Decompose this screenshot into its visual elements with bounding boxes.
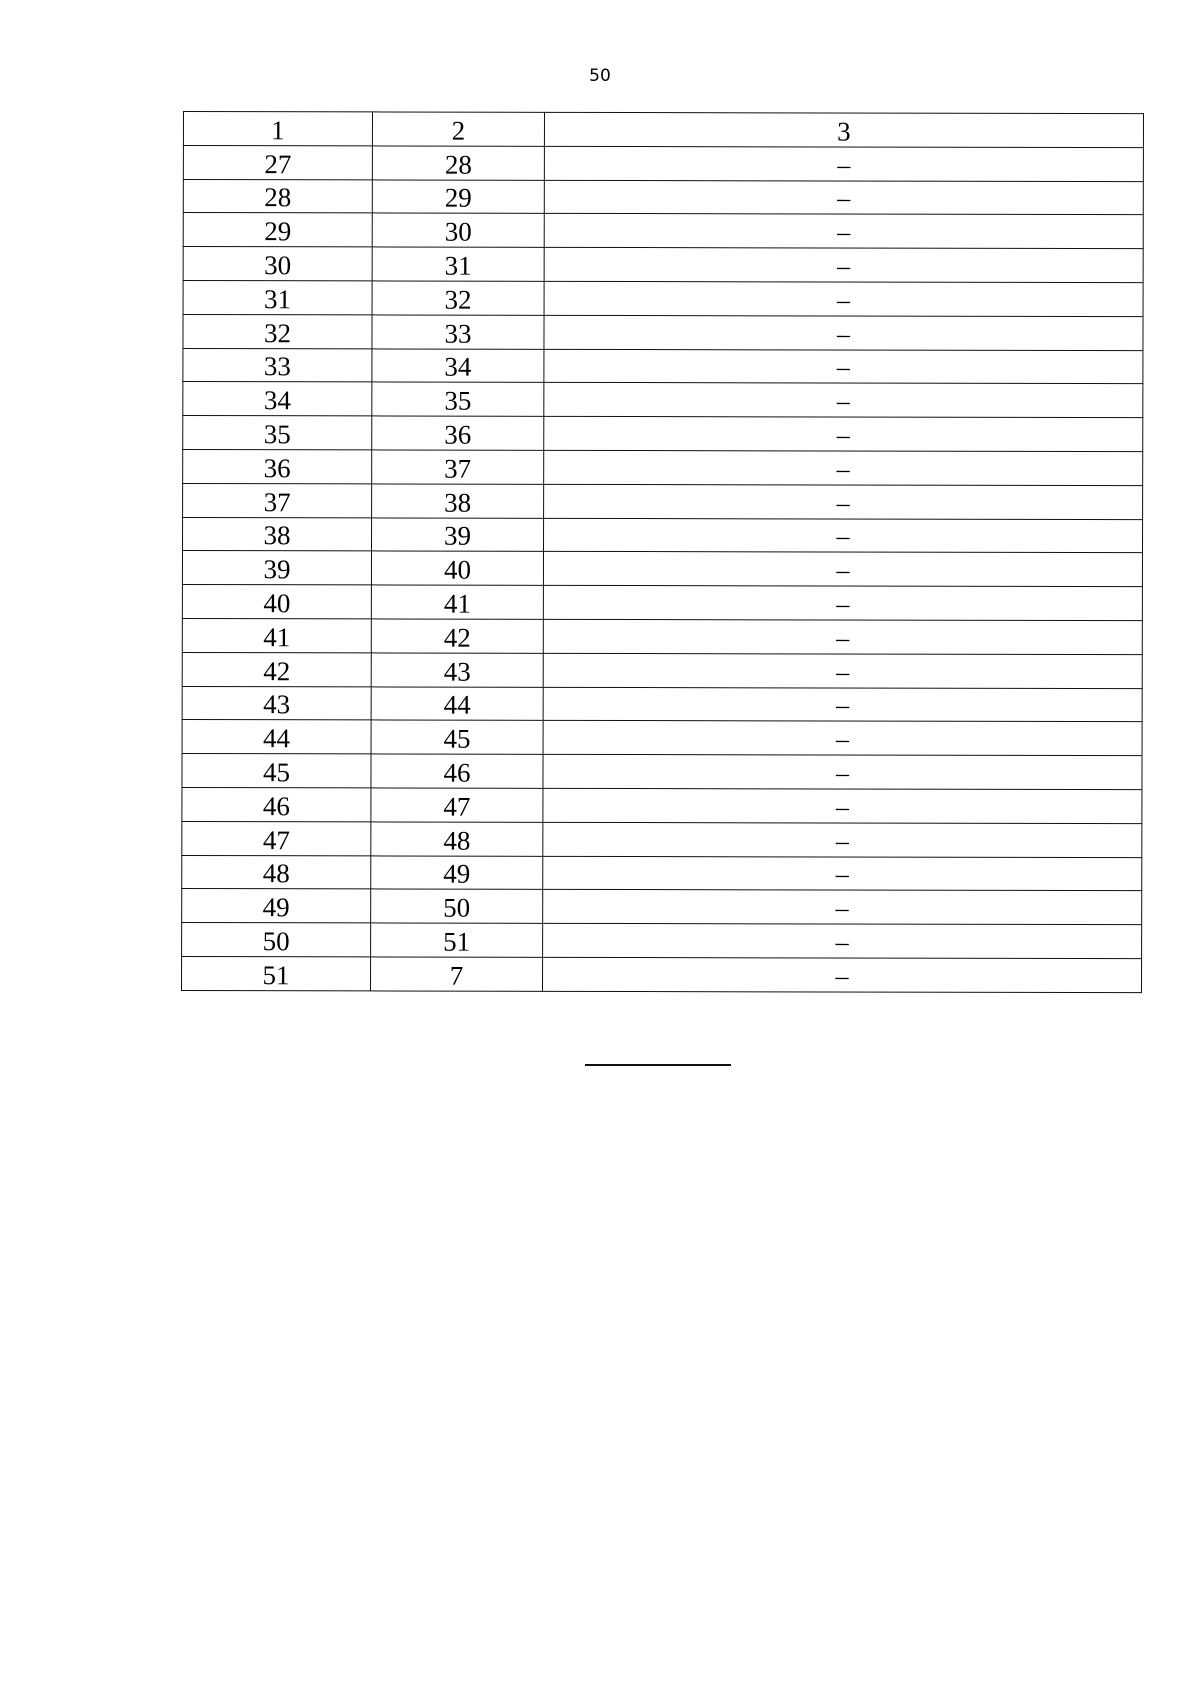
table-row: [183, 517, 1143, 553]
table-cell-col-1: 46: [182, 787, 371, 821]
table-cell-col-3: –: [544, 484, 1143, 519]
table-cell-col-1: 39: [182, 551, 371, 585]
header-cell-col-3: 3: [544, 112, 1143, 147]
table-cell-col-2: 46: [371, 754, 543, 788]
table-cell-col-2: 37: [372, 450, 544, 484]
table-cell-col-2: 38: [372, 484, 544, 518]
table-cell-col-2: 39: [372, 517, 544, 551]
table-cell-col-2: 28: [372, 146, 544, 180]
table-cell-col-2: 41: [371, 585, 543, 619]
table-cell-col-3: –: [543, 619, 1142, 654]
table-cell-col-3: –: [544, 349, 1143, 384]
table-cell-col-1: 30: [183, 247, 372, 281]
table-cell-col-3: –: [544, 180, 1143, 215]
table-cell-col-2: 33: [372, 315, 544, 349]
table-cell-col-2: 51: [371, 923, 543, 957]
table-cell-col-1: 49: [182, 889, 371, 923]
table-cell-col-2: 44: [371, 686, 543, 720]
table-cell-col-2: 43: [371, 653, 543, 687]
table-row: [182, 585, 1142, 621]
table-row: [182, 855, 1142, 891]
table-cell-col-3: –: [543, 552, 1142, 587]
table-cell-col-1: 43: [182, 686, 371, 720]
table-cell-col-2: 36: [372, 416, 544, 450]
table-cell-col-1: 42: [182, 652, 371, 686]
table-cell-col-1: 40: [182, 585, 371, 619]
table-row: [183, 280, 1143, 316]
table-cell-col-2: 50: [371, 889, 543, 923]
table-row: [183, 416, 1143, 452]
table-cell-col-2: 48: [371, 822, 543, 856]
table-cell-col-1: 45: [182, 754, 371, 788]
table-cell-col-3: –: [543, 957, 1142, 992]
table-cell-col-1: 29: [183, 213, 372, 247]
table-cell-col-1: 34: [183, 382, 372, 416]
table-cell-col-3: –: [543, 788, 1142, 823]
table-row: [182, 821, 1142, 857]
header-cell-col-1: 1: [183, 112, 372, 146]
table-cell-col-3: –: [544, 315, 1143, 350]
table-cell-col-1: 28: [183, 179, 372, 213]
table-cell-col-3: –: [544, 281, 1143, 316]
data-table: [181, 111, 1144, 993]
header-cell-col-2: 2: [372, 112, 544, 146]
table-cell-col-2: 31: [372, 247, 544, 281]
table-row: [182, 618, 1142, 654]
table-cell-col-1: 38: [183, 517, 372, 551]
table-cell-col-3: –: [543, 822, 1142, 857]
table-row: [182, 686, 1142, 722]
table-cell-col-3: –: [543, 923, 1142, 958]
table-row: [182, 652, 1142, 688]
table-cell-col-2: 47: [371, 788, 543, 822]
table-row: [183, 483, 1143, 519]
table-cell-col-3: –: [544, 518, 1143, 553]
table-cell-col-1: 47: [182, 821, 371, 855]
table-cell-col-2: 32: [372, 281, 544, 315]
table-row: [183, 179, 1143, 215]
table-cell-col-1: 32: [183, 314, 372, 348]
table-cell-col-2: 30: [372, 213, 544, 247]
table-cell-col-3: –: [543, 653, 1142, 688]
table-row: [183, 145, 1143, 181]
table-cell-col-3: –: [544, 383, 1143, 418]
table-cell-col-3: –: [543, 585, 1142, 620]
table-cell-col-2: 45: [371, 720, 543, 754]
table-row: [183, 213, 1143, 249]
table-row: [183, 449, 1143, 485]
table-cell-col-2: 7: [371, 957, 543, 991]
table-cell-col-1: 51: [182, 956, 371, 990]
table-cell-col-1: 31: [183, 280, 372, 314]
table-row: [182, 889, 1142, 925]
table-header-row: [183, 112, 1143, 148]
table-cell-col-3: –: [543, 721, 1142, 756]
table-row: [183, 314, 1143, 350]
table-row: [182, 720, 1142, 756]
table-cell-col-1: 27: [183, 145, 372, 179]
table-cell-col-1: 35: [183, 416, 372, 450]
table-cell-col-3: –: [543, 890, 1142, 925]
page-number: 50: [589, 66, 611, 86]
table-body: [182, 112, 1144, 993]
table-cell-col-3: –: [543, 856, 1142, 891]
table-row: [183, 382, 1143, 418]
table-cell-col-3: –: [543, 687, 1142, 722]
table-row: [182, 787, 1142, 823]
table-cell-col-3: –: [544, 248, 1143, 283]
table-cell-col-1: 37: [183, 483, 372, 517]
table-cell-col-2: 29: [372, 180, 544, 214]
table-cell-col-1: 48: [182, 855, 371, 889]
table-row: [182, 956, 1142, 992]
table-row: [183, 348, 1143, 384]
table-cell-col-2: 42: [371, 619, 543, 653]
table-cell-col-3: –: [544, 450, 1143, 485]
table-cell-col-3: –: [543, 754, 1142, 789]
table-cell-col-3: –: [544, 416, 1143, 451]
table-cell-col-2: 49: [371, 855, 543, 889]
end-of-document-rule: [585, 1064, 731, 1066]
table-cell-col-1: 50: [182, 923, 371, 957]
table-row: [182, 754, 1142, 790]
table-row: [182, 551, 1142, 587]
table-row: [182, 923, 1142, 959]
table-row: [183, 247, 1143, 283]
table-cell-col-1: 36: [183, 449, 372, 483]
table-cell-col-1: 44: [182, 720, 371, 754]
data-table-container: [181, 111, 1144, 993]
table-cell-col-2: 35: [372, 382, 544, 416]
table-cell-col-1: 41: [182, 618, 371, 652]
table-cell-col-2: 40: [371, 551, 543, 585]
table-cell-col-3: –: [544, 214, 1143, 249]
table-cell-col-3: –: [544, 146, 1143, 181]
table-cell-col-1: 33: [183, 348, 372, 382]
table-cell-col-2: 34: [372, 349, 544, 383]
